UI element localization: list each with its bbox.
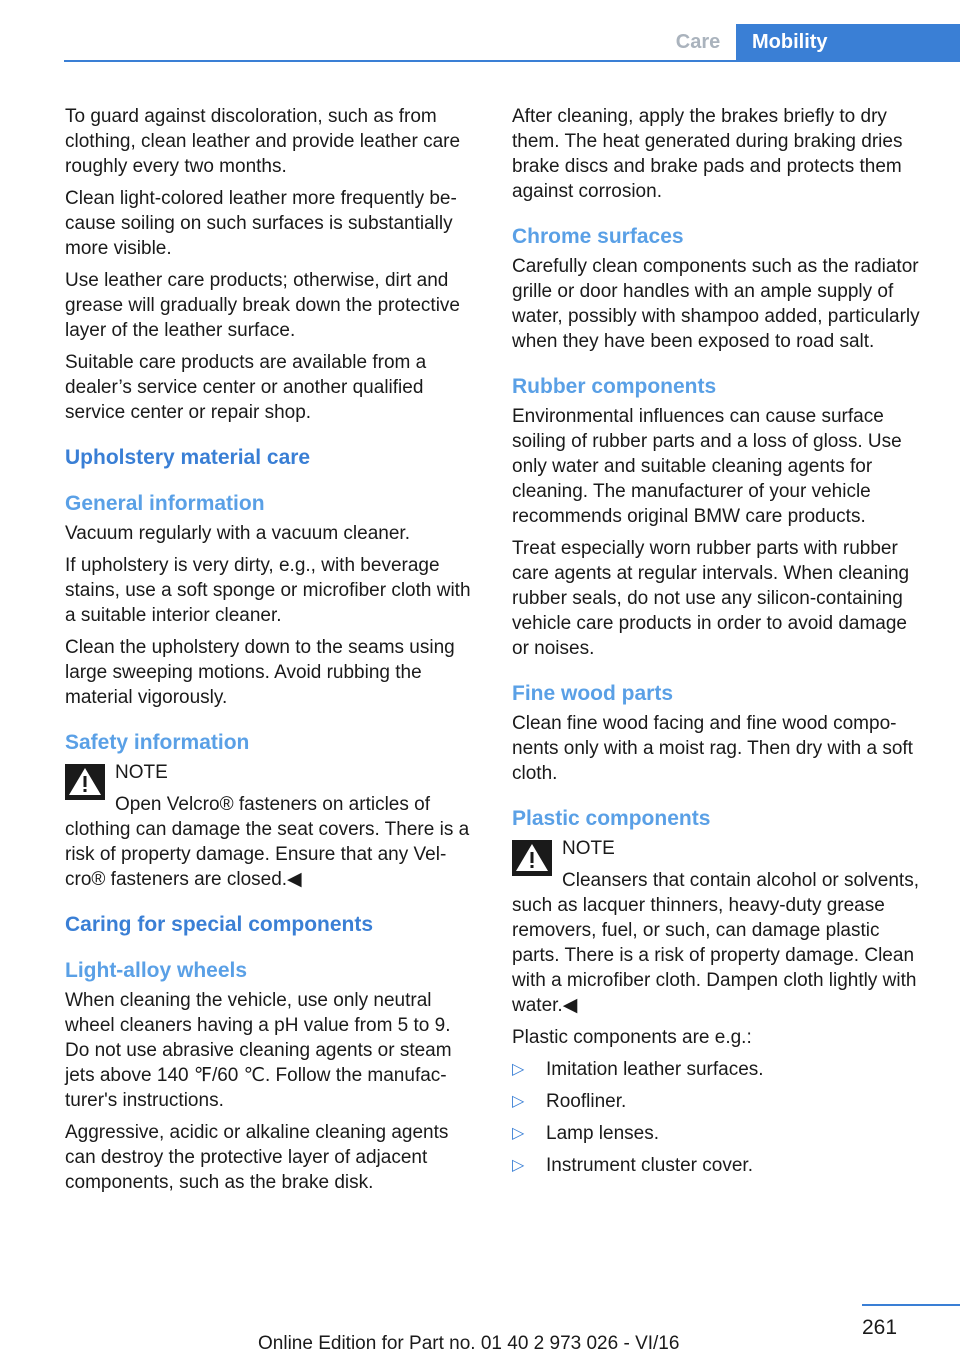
heading-light-alloy-wheels: Light-alloy wheels — [65, 959, 248, 982]
tab-mobility: Mobility — [736, 24, 960, 60]
heading-safety-information: Safety information — [65, 731, 250, 754]
paragraph: Treat especially worn rubber parts with rubber care agents at regular intervals. When cleaning rubber seals, do not use any silicon-containing vehicle care products in order to avoid damage or noises. — [512, 538, 910, 659]
list-item-text: Lamp lenses. — [546, 1123, 660, 1144]
right-column — [512, 104, 926, 1185]
list-item — [512, 1057, 926, 1082]
list-item — [512, 1121, 926, 1146]
paragraph: Clean the upholstery down to the seams using large sweeping motions. Avoid rubbing the material vigorously. — [65, 637, 455, 708]
paragraph: Use leather care products; otherwise, dirt and grease will gradually break down the protective layer of the leather surface. — [65, 270, 460, 341]
paragraph: Clean fine wood facing and fine wood components only with a moist rag. Then dry with a soft cloth. — [512, 713, 913, 784]
note-body: Cleansers that contain alcohol or solvents, such as lacquer thinners, heavy-duty grease removers, fuel, or such, can damage plastic parts. There is a risk of property damage. Clean with a microfiber cloth. Dampen cloth lightly with water.◀ — [512, 870, 919, 1016]
bullet-triangle-icon: ▷ — [512, 1093, 525, 1110]
paragraph: Environmental influences can cause surface soiling of rubber parts and a loss of gloss. Use only water and suitable cleaning agents for cleaning. The manufacturer of your vehicle recommends original BMW care products. — [512, 406, 902, 527]
paragraph: Aggressive, acidic or alkaline cleaning agents can destroy the protective layer of adjacent components, such as the brake disk. — [65, 1122, 449, 1193]
heading-plastic-components: Plastic components — [512, 807, 711, 830]
bullet-triangle-icon: ▷ — [512, 1157, 525, 1174]
paragraph: Clean light-colored leather more frequently because soiling on such surfaces is substantially more visible. — [65, 188, 457, 259]
list-item — [512, 1153, 926, 1178]
paragraph: If upholstery is very dirty, e.g., with beverage stains, use a soft sponge or microfiber cloth with a suitable interior cleaner. — [65, 555, 471, 626]
paragraph: After cleaning, apply the brakes briefly to dry them. The heat generated during braking dries brake discs and brake pads and protects them against corrosion. — [512, 106, 903, 202]
list-item-text: Roofliner. — [546, 1091, 627, 1112]
warning-icon — [512, 840, 552, 876]
heading-rubber-components: Rubber components — [512, 375, 717, 398]
note-label: NOTE — [115, 762, 168, 783]
footer-rule — [862, 1304, 960, 1306]
paragraph: To guard against discoloration, such as from clothing, clean leather and provide leather care roughly every two months. — [65, 106, 461, 177]
heading-fine-wood-parts: Fine wood parts — [512, 682, 674, 705]
paragraph: Carefully clean components such as the radiator grille or door handles with an ample supply of water, possibly with shampoo added, particularly when they have been exposed to road salt. — [512, 256, 920, 352]
tab-care: Care — [675, 30, 721, 53]
list-item — [512, 1089, 926, 1114]
bullet-triangle-icon: ▷ — [512, 1061, 525, 1078]
heading-general-information: General information — [65, 492, 265, 515]
footer-edition: Online Edition for Part no. 01 40 2 973 026 - VI/16 — [258, 1333, 680, 1354]
paragraph: Plastic components are e.g.: — [512, 1027, 752, 1048]
left-column — [65, 104, 477, 1202]
heading-special-components: Caring for special components — [65, 913, 374, 936]
bullet-triangle-icon: ▷ — [512, 1125, 525, 1142]
note-label: NOTE — [562, 838, 615, 859]
page-number: 261 — [862, 1316, 898, 1339]
paragraph: Suitable care products are available from a dealer’s service center or another qualified service center or repair shop. — [65, 352, 427, 423]
list-item-text: Imitation leather surfaces. — [546, 1059, 764, 1080]
paragraph: When cleaning the vehicle, use only neutral wheel cleaners having a pH value from 5 to 9. Do not use abrasive cleaning agents or steam jets above 140 ℉/60 ℃. Follow the manufacturer's instructions. — [65, 990, 452, 1111]
note-body: Open Velcro® fasteners on articles of clothing can damage the seat covers. There is a risk of property damage. Ensure that any Velcro® fasteners are closed.◀ — [65, 794, 470, 890]
heading-upholstery-care: Upholstery material care — [65, 446, 311, 469]
header-rule — [64, 60, 960, 62]
heading-chrome-surfaces: Chrome surfaces — [512, 225, 684, 248]
note-block — [512, 836, 926, 1018]
note-block — [65, 760, 477, 892]
plastic-components-list — [512, 1057, 926, 1178]
warning-icon — [65, 764, 105, 800]
list-item-text: Instrument cluster cover. — [546, 1155, 753, 1176]
paragraph: Vacuum regularly with a vacuum cleaner. — [65, 523, 410, 544]
